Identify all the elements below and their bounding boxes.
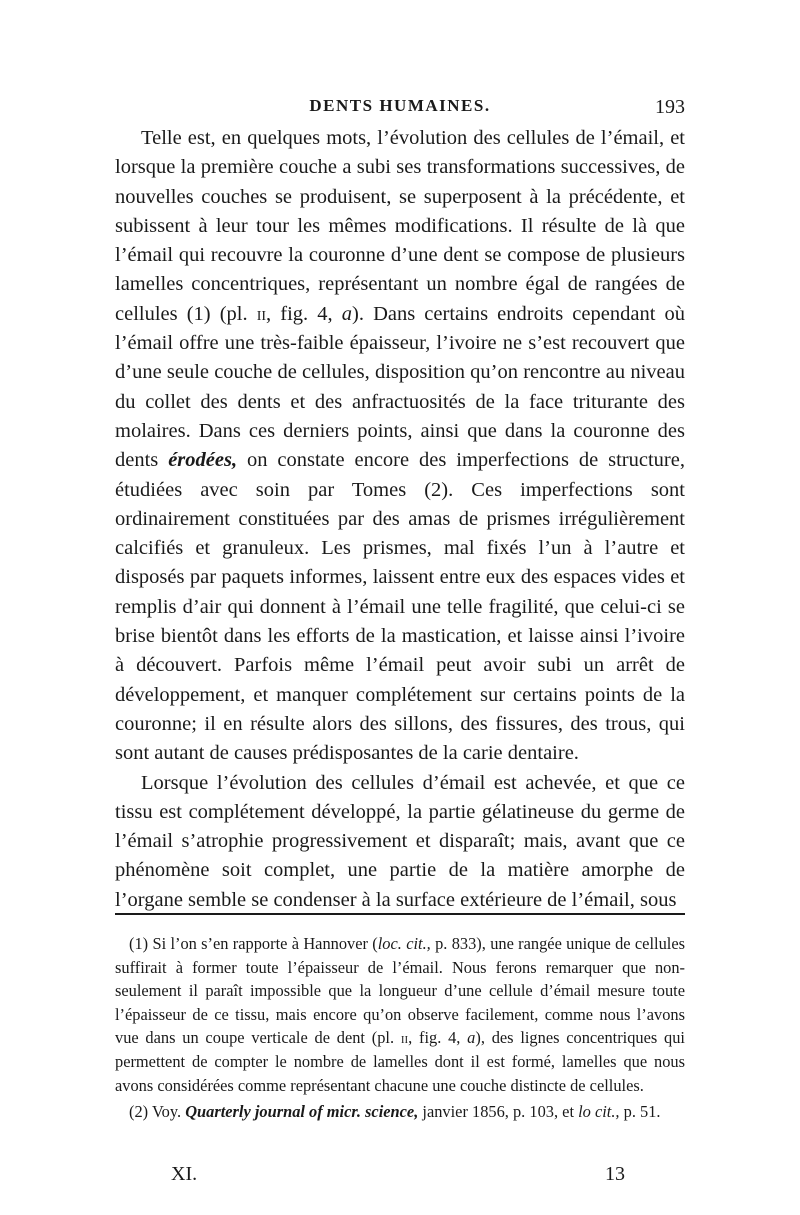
sheet-number: 13 [605,1163,625,1185]
paragraph-1-fig: , fig. 4, [266,302,342,325]
footnote-2-mark: (2) [129,1102,149,1122]
body-text [115,124,685,915]
footnotes [115,932,685,1124]
footnote-1-part-b: p. 833), une rangée unique de cellules suffirait à former toute l’épaisseur de l’émail. Nous ferons remarquer que non-seulement il paraît impossible que la longueur d’une cellule d’émail mesure toute l’épaisseur de ce tissu, mais encore qu’on observe facilement, comme nous l’avons vue dans un coupe verticale de dent (pl. [115,934,685,1048]
footnote-1-part-c: ), des lignes concentriques qui permettent de compter le nombre de lamelles dont il est formé, lamelles que nous avons considérées comme représentant chacune une couche distincte de cellules. [115,1028,685,1095]
footnote-2 [115,1100,685,1124]
footnote-2-journal: Quarterly journal of micr. science, [185,1102,419,1122]
footnote-1-fig: , fig. 4, [408,1028,468,1048]
footnote-2-part-c: p. 51. [619,1102,661,1122]
footnote-1 [115,932,685,1097]
footnote-1-citation: loc. cit., [377,934,431,953]
emphasis-erodees: érodées, [168,449,238,472]
page-number: 193 [655,96,685,118]
footnote-rule [115,913,685,915]
paragraph-1-part-a: Telle est, en quelques mots, l’évolution des cellules de l’émail, et lorsque la première couche a subi ses transformations successives, de nouvelles couches se produisent, se superposent à la précédente, et subissent à leur tour les mêmes modifications. Il résulte de là que l’émail qui recouvre la couronne d’une dent se compose de plusieurs lamelles concentriques, représentant un nombre égal de rangées de cellules (1) (pl. [115,127,685,325]
figure-letter: a [341,302,353,325]
paragraph-1-part-c: on constate encore des imperfections de structure, étudiées avec soin par Tomes (2). Ces imperfections sont ordinairement constituées par des amas de prismes irrégulièrement calcifiés et granuleux. Les prismes, mal fixés l’un à l’autre et disposés par paquets informes, laissent entre eux des espaces vides et remplis d’air qui donnent à l’émail une telle fragilité, que celui-ci se brise bientôt dans les efforts de la mastication, et laisse ainsi l’ivoire à découvert. Parfois même l’émail peut avoir subi un arrêt de développement, et manquer complétement sur certains points de la couronne; il en résulte alors des sillons, des fissures, des trous, qui sont autant de causes prédisposantes de la carie dentaire. [115,449,685,765]
footnote-2-citation: lo cit., [578,1102,620,1122]
signature-mark: XI. [171,1163,198,1185]
running-head [115,96,685,122]
running-title: DENTS HUMAINES. [309,96,491,115]
paragraph-2: Lorsque l’évolution des cellules d’émail est achevée, et que ce tissu est complétement développé, la partie gélatineuse du germe de l’émail s’atrophie progressivement et disparaît; mais, avant que ce phénomène soit complet, une partie de la matière amorphe de l’organe semble se condenser à la surface extérieure de l’émail, sous [115,771,685,911]
footnote-1-mark: (1) [129,934,149,953]
footnote-1-plate: ii [400,1028,409,1048]
footnote-2-part-a: Voy. [151,1102,186,1122]
paragraph-1-part-b: ). Dans certains endroits cependant où l’émail offre une très-faible épaisseur, l’ivoire ne s’est recouvert que d’une seule couche de cellules, disposition qu’on rencontre au niveau du collet des dents et des anfractuosités de la face triturante des molaires. Dans ces derniers points, ainsi que dans la couronne des dents [115,302,685,472]
footnote-1-figure-letter: a [467,1028,476,1048]
footnote-2-part-b: janvier 1856, p. 103, et [418,1102,579,1122]
plate-number: ii [256,302,267,325]
footnote-1-part-a: Si l’on s’en rapporte à Hannover ( [152,934,378,953]
paragraph-1 [115,124,685,769]
page-footer [115,1163,685,1189]
